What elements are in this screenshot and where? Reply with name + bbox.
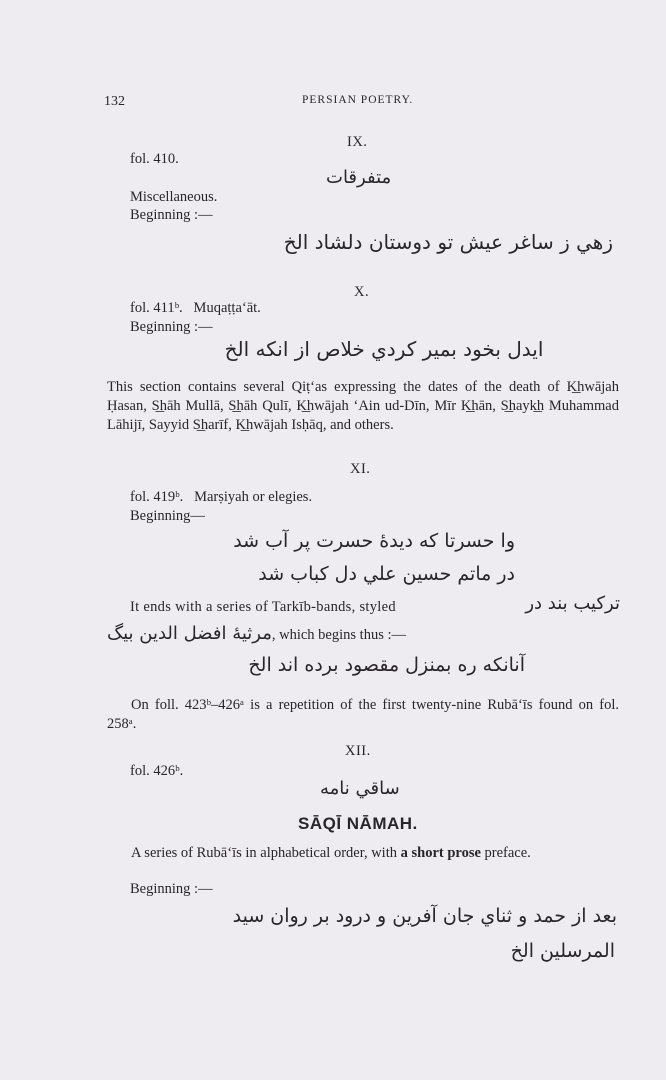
section-xii-title: SĀQĪ NĀMAH. (298, 814, 418, 833)
section-xii-paragraph-lead: A series of Rubā‘īs in alphabetical order, with (131, 845, 397, 861)
section-xii-beginning-label: Beginning :— (130, 881, 213, 897)
section-xi-ends-suffix: , which begins thus :— (271, 627, 406, 643)
section-xi-note: On foll. 423ᵇ–426ᵃ is a repetition of the first twenty-nine Rubā‘īs found on fol. 258ᵃ. (107, 697, 619, 732)
section-ix-persian-title: متفرقات (326, 167, 392, 188)
section-xii-persian-title: ساقي نامه (320, 778, 400, 799)
section-ix-numeral: IX. (347, 134, 368, 150)
section-xii-fol: fol. 426ᵇ. (130, 763, 184, 779)
section-x-beginning-label: Beginning :— (130, 319, 213, 335)
section-x-paragraph: This section contains several Qiṭ‘as expressing the dates of the death of K͟hwājah Ḥasan, S͟hāh Mullā, S͟hāh Qulī, K͟hwājah ‘Ain ud-Dīn, Mīr K͟hān, S͟hayk͟h Muhammad Lāhijī, Sayyid S͟harīf, K͟hwājah Isḥāq, and others. (107, 379, 619, 433)
section-xii-numeral: XII. (345, 743, 371, 759)
section-x-numeral: X. (354, 284, 370, 300)
running-title: PERSIAN POETRY. (302, 94, 414, 106)
section-xi-ends-line (130, 593, 620, 617)
section-xii-paragraph-end: preface. (484, 845, 531, 861)
section-ix-description: Miscellaneous. (130, 189, 218, 205)
section-xii-beginning-line-1: بعد از حمد و ثناي جان آفرين و درود بر روان سيد (232, 905, 617, 927)
section-xi-verse-1: وا حسرتا كه ديدهٔ حسرت پر آب شد (233, 530, 515, 552)
section-xii-beginning-line-2: المرسلين الخ (510, 940, 615, 962)
page-number: 132 (104, 94, 125, 109)
section-xi-numeral: XI. (350, 461, 371, 477)
section-ix-beginning-text: زهي ز ساغر عيش تو دوستان دلشاد الخ (283, 230, 613, 254)
section-xi-ends-verse: آنانكه ره بمنزل مقصود برده اند الخ (248, 654, 525, 676)
section-ix-fol: fol. 410. (130, 151, 179, 167)
section-xi-fol-line: fol. 419ᵇ. Marṣiyah or elegies. (130, 489, 313, 505)
section-xi-ends-persian-1: تركيب بند در (525, 593, 620, 614)
section-xi-ends-line-2 (107, 624, 406, 645)
section-ix-beginning-label: Beginning :— (130, 207, 213, 223)
section-x-beginning-text: ايدل بخود بمير كردي خلاص از انكه الخ (224, 337, 544, 361)
section-xii-paragraph (107, 844, 619, 863)
section-xi-verse-2: در ماتم حسين علي دل كباب شد (258, 563, 515, 585)
section-x-fol-line: fol. 411ᵇ. Muqaṭṭa‘āt. (130, 300, 261, 316)
section-xi-beginning-label: Beginning— (130, 508, 205, 524)
section-xi-ends-prefix: It ends with a series of Tarkīb-bands, styled (130, 599, 396, 615)
section-xii-paragraph-bold: a short prose (400, 845, 481, 861)
section-xi-ends-persian-2: مرثيهٔ افضل الدين بيگ (107, 623, 272, 644)
